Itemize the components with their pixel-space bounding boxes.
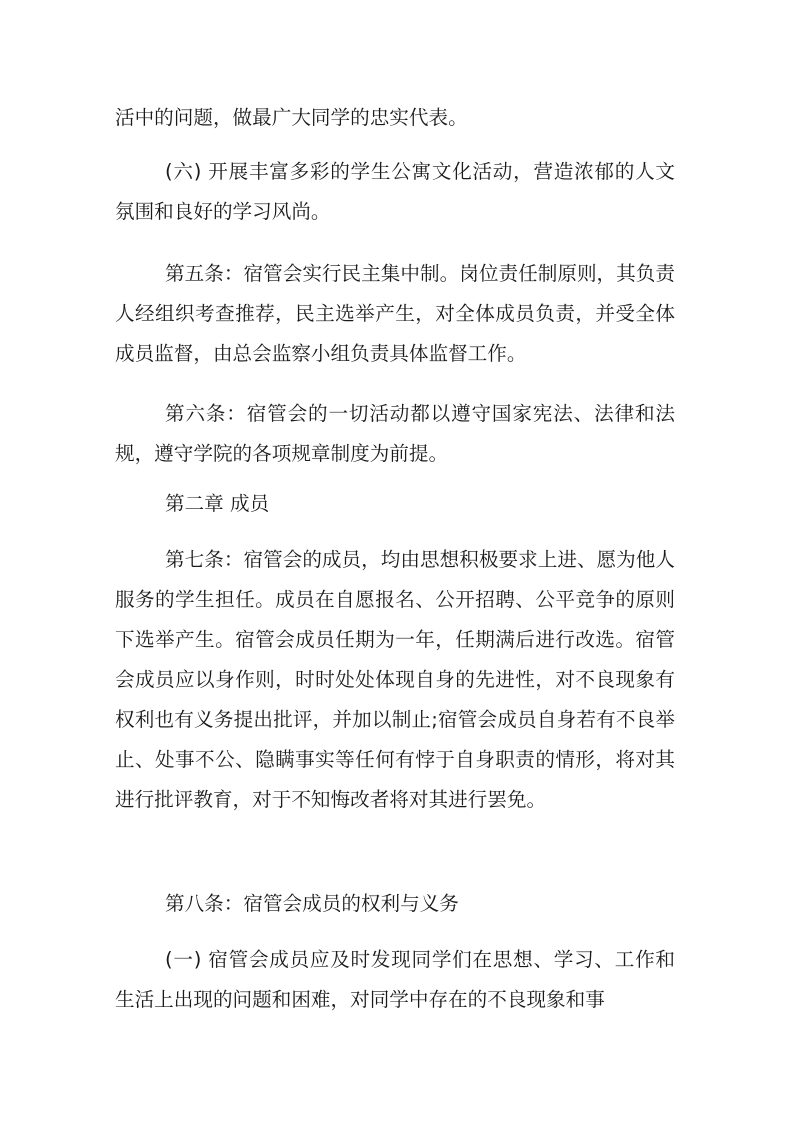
paragraph-article-six: 第六条：宿管会的一切活动都以遵守国家宪法、法律和法规，遵守学院的各项规章制度为前提。 xyxy=(115,402,675,465)
paragraph-article-eight: 第八条：宿管会成员的权利与义务 xyxy=(165,892,459,915)
paragraph-item-one: (一) 宿管会成员应及时发现同学们在思想、学习、工作和生活上出现的问题和困难，对同学中存在的不良现象和事 xyxy=(115,948,675,1011)
paragraph-article-seven: 第七条：宿管会的成员，均由思想积极要求上进、愿为他人服务的学生担任。成员在自愿报名、公开招聘、公平竞争的原则下选举产生。宿管会成员任期为一年，任期满后进行改选。宿管会成员应以身作则，时时处处体现自身的先进性，对不良现象有权利也有义务提出批评，并加以制止;宿管会成员自身若有不良举止、处事不公、隐瞒事实等任何有悖于自身职责的情形，将对其进行批评教育，对于不知悔改者将对其进行罢免。 xyxy=(115,548,675,811)
paragraph-continuation: 活中的问题，做最广大同学的忠实代表。 xyxy=(115,106,468,129)
paragraph-article-five: 第五条：宿管会实行民主集中制。岗位责任制原则，其负责人经组织考查推荐，民主选举产生，对全体成员负责，并受全体成员监督，由总会监察小组负责具体监督工作。 xyxy=(115,262,675,365)
paragraph-item-six: (六) 开展丰富多彩的学生公寓文化活动，营造浓郁的人文氛围和良好的学习风尚。 xyxy=(115,160,675,223)
chapter-heading: 第二章 成员 xyxy=(165,492,270,515)
